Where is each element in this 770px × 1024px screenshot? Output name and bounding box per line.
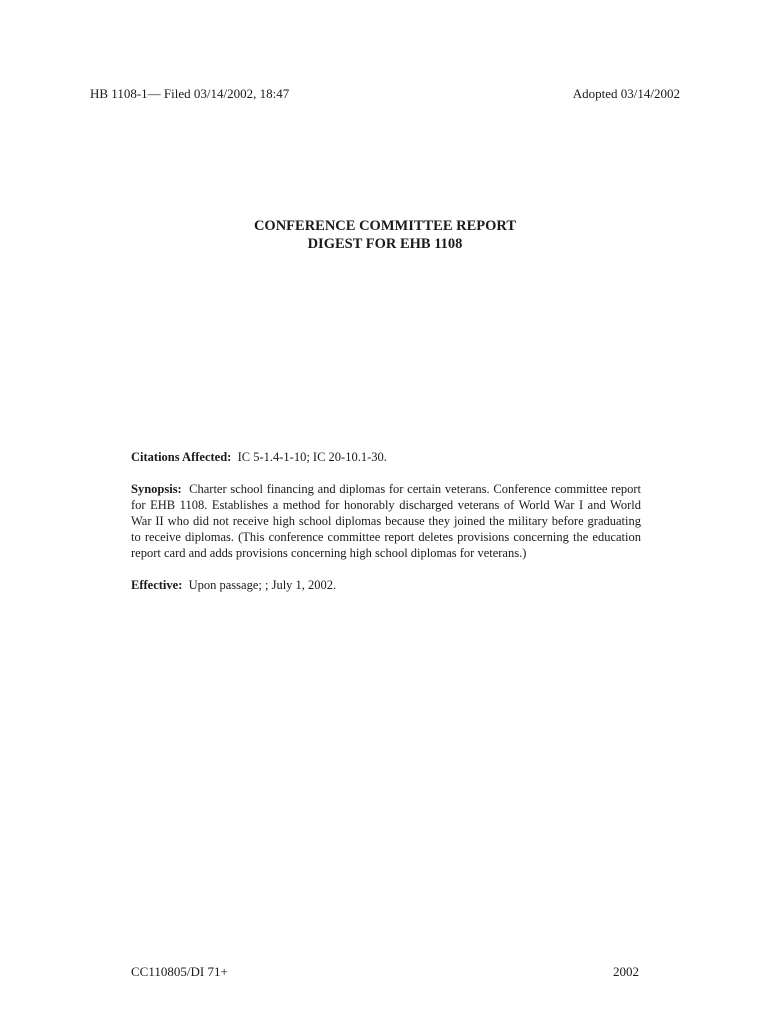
effective-text: Upon passage; ; July 1, 2002. bbox=[188, 578, 337, 592]
citations-label: Citations Affected: bbox=[131, 450, 232, 464]
title-line-1: CONFERENCE COMMITTEE REPORT bbox=[253, 218, 517, 234]
citations-paragraph bbox=[131, 449, 641, 465]
effective-paragraph bbox=[131, 577, 641, 593]
synopsis-label: Synopsis: bbox=[131, 482, 182, 496]
footer-year: 2002 bbox=[613, 964, 639, 979]
adoption-date: Adopted 03/14/2002 bbox=[572, 86, 680, 101]
filing-info: HB 1108-1— Filed 03/14/2002, 18:47 bbox=[90, 86, 290, 101]
synopsis-text: Charter school financing and diplomas for certain veterans. Conference committee report for EHB 1108. Establishes a method for honorably discharged veterans of World War I and World War II who did not receive high school diplomas because they joined the military before graduating to receive diplomas. (This conference committee report deletes provisions concerning the education report card and adds provisions concerning high school diplomas for veterans.) bbox=[131, 482, 641, 560]
digest-content bbox=[131, 449, 641, 609]
citations-text: IC 5-1.4-1-10; IC 20-10.1-30. bbox=[237, 450, 387, 464]
title-line-2: DIGEST FOR EHB 1108 bbox=[307, 236, 463, 252]
document-code: CC110805/DI 71+ bbox=[131, 964, 228, 979]
synopsis-paragraph bbox=[131, 481, 641, 561]
effective-label: Effective: bbox=[131, 578, 183, 592]
report-title bbox=[0, 217, 770, 253]
